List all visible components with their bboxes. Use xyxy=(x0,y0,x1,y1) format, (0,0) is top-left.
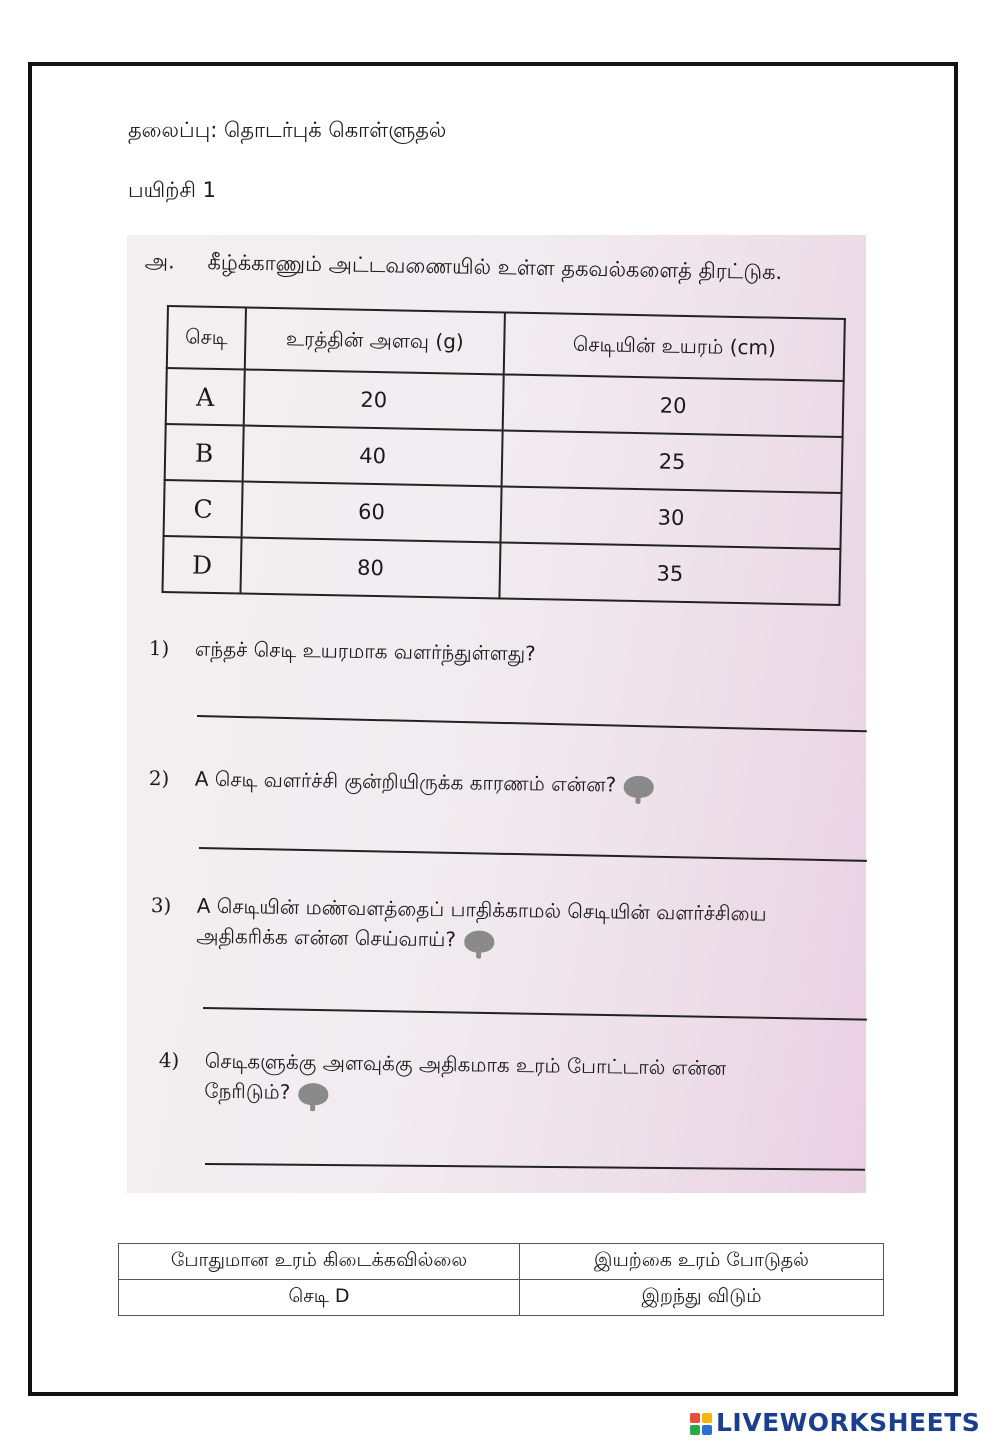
answer-option[interactable]: செடி D xyxy=(119,1280,520,1316)
brain-icon xyxy=(298,1082,328,1104)
brain-icon xyxy=(464,930,494,952)
height-cell: 30 xyxy=(501,486,842,549)
plant-cell: C xyxy=(164,480,243,537)
brain-icon xyxy=(624,775,654,797)
answer-option[interactable]: இயற்கை உரம் போடுதல் xyxy=(520,1244,884,1280)
plant-cell: D xyxy=(162,536,241,593)
question-text: எந்தச் செடி உயரமாக வளர்ந்துள்ளது? xyxy=(194,636,536,666)
header-height: செடியின் உயரம் (cm) xyxy=(504,312,845,381)
page-title: தலைப்பு: தொடர்புக் கொள்ளுதல் xyxy=(128,118,447,142)
question-number: 2) xyxy=(148,765,170,791)
instruction xyxy=(145,249,783,287)
question-2 xyxy=(149,763,655,800)
answer-option[interactable]: இறந்து விடும் xyxy=(520,1280,884,1316)
answer-options-table xyxy=(118,1243,884,1316)
question-number: 3) xyxy=(150,892,172,918)
answer-line xyxy=(199,847,867,862)
plant-cell: A xyxy=(166,368,245,425)
exercise-label: பயிற்சி 1 xyxy=(128,178,216,202)
table-row xyxy=(162,536,840,605)
fertilizer-cell: 60 xyxy=(242,481,502,542)
instruction-letter: அ. xyxy=(144,249,176,274)
fertilizer-cell: 20 xyxy=(244,370,504,431)
height-cell: 20 xyxy=(503,374,844,437)
height-cell: 25 xyxy=(502,430,843,493)
answer-option[interactable]: போதுமான உரம் கிடைக்கவில்லை xyxy=(119,1244,520,1280)
question-text-line2: அதிகரிக்க என்ன செய்வாய்? xyxy=(196,923,457,952)
header-fertilizer: உரத்தின் அளவு (g) xyxy=(245,308,505,375)
table-row xyxy=(119,1280,884,1316)
question-text-line2: நேரிடும்? xyxy=(204,1078,291,1104)
table-row xyxy=(119,1244,884,1280)
question-text: A செடி வளர்ச்சி குன்றியிருக்க காரணம் என்ன? xyxy=(194,766,617,797)
question-number: 4) xyxy=(158,1047,180,1073)
height-cell: 35 xyxy=(499,542,840,605)
plant-cell: B xyxy=(165,424,244,481)
instruction-text: கீழ்க்காணும் அட்டவணையில் உள்ள தகவல்களைத் திரட்டுக. xyxy=(207,250,783,285)
logo-icon xyxy=(690,1413,712,1435)
logo-text: LIVEWORKSHEETS xyxy=(716,1408,981,1437)
question-3 xyxy=(150,890,767,959)
fertilizer-cell: 40 xyxy=(243,425,503,486)
question-text-line1: செடிகளுக்கு அளவுக்கு அதிகமாக உரம் போட்டால் என்ன xyxy=(204,1048,727,1080)
data-table xyxy=(161,305,845,606)
question-1 xyxy=(149,633,536,668)
answer-line xyxy=(197,715,867,732)
fertilizer-cell: 80 xyxy=(240,537,500,598)
liveworksheets-logo xyxy=(690,1408,980,1437)
scanned-worksheet xyxy=(127,235,866,1193)
answer-line xyxy=(203,1007,867,1021)
question-text-line1: A செடியின் மண்வளத்தைப் பாதிக்காமல் செடியின் வளர்ச்சியை xyxy=(196,893,767,926)
question-4 xyxy=(158,1045,726,1113)
header-plant: செடி xyxy=(167,306,246,369)
question-number: 1) xyxy=(148,635,170,661)
answer-line xyxy=(205,1163,865,1171)
